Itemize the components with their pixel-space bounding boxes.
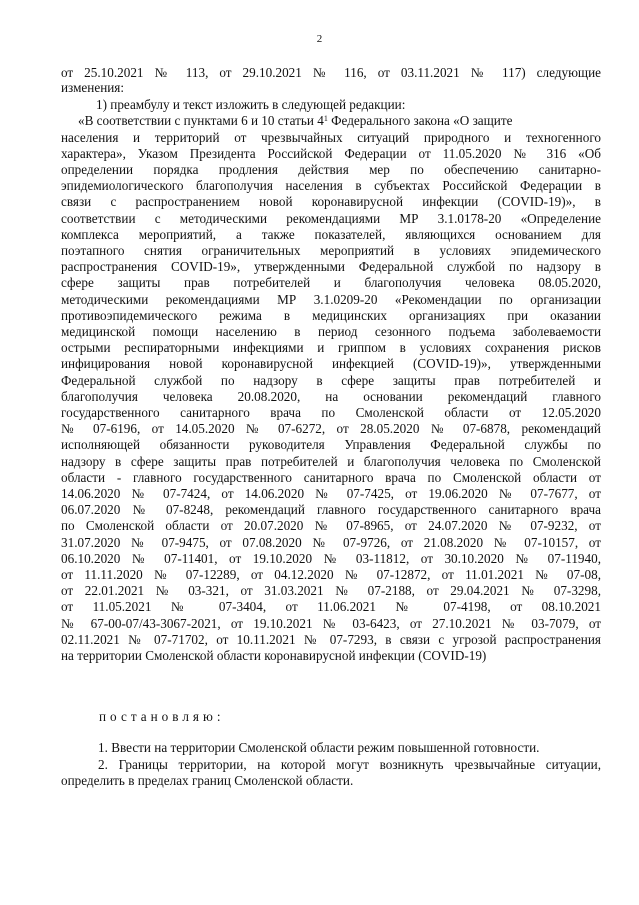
text-line: от 22.01.2021 № 03-321, от 31.03.2021 № 07-2188, от 29.04.2021 № 07-3298, <box>61 583 601 598</box>
text-line: характера», Указом Президента Российской Федерации от 11.05.2020 № 316 «Об <box>61 146 601 161</box>
text-line: комплекса мероприятий, а также показателей, являющихся основанием для <box>61 227 601 242</box>
text-line: связи с распространением новой коронавирусной инфекции (COVID-19)», в <box>61 194 601 209</box>
text-line: определить в пределах границ Смоленской области. <box>61 773 354 788</box>
text-line: государственного санитарного врача по Смоленской области от 12.05.2020 <box>61 405 601 420</box>
superscript: 1 <box>323 114 328 123</box>
list-item: 2. Границы территории, на которой могут возникнуть чрезвычайные ситуации, <box>98 757 601 772</box>
text-line: 06.07.2020 № 07-8248, рекомендаций главного государственного санитарного врача <box>61 502 601 517</box>
text-line: 06.10.2020 № 07-11401, от 19.10.2020 № 03-11812, от 30.10.2020 № 07-11940, <box>61 551 601 566</box>
text-line: населения и территорий от чрезвычайных ситуаций природного и техногенного <box>61 130 601 145</box>
text-line: методическими рекомендациями МР 3.1.0209-20 «Рекомендации по организации <box>61 292 601 307</box>
text-line: сфере защиты прав потребителей и благополучия человека 08.05.2020, <box>61 275 601 290</box>
text-line: эпидемиологического благополучия населения в субъектах Российской Федерации в <box>61 178 601 193</box>
text-line: инфицирования новой коронавирусной инфекцией (COVID-19)», утвержденными <box>61 356 601 371</box>
text-line: № 07-6196, от 14.05.2020 № 07-6272, от 28.05.2020 № 07-6878, рекомендаций <box>61 421 601 436</box>
text-line: распространения COVID-19», утвержденными Федеральной службой по надзору в <box>61 259 601 274</box>
resolution-word: постановляю: <box>99 709 225 724</box>
text-fragment: «В соответствии с пунктами 6 и 10 статьи 4 <box>78 113 324 128</box>
text-line: области - главного государственного санитарного врача по Смоленской области от <box>61 470 601 485</box>
text-fragment: Федерального закона «О защите <box>327 113 513 128</box>
text-line: 14.06.2020 № 07-7424, от 14.06.2020 № 07-7425, от 19.06.2020 № 07-7677, от <box>61 486 601 501</box>
text-line: поэтапного снятия ограничительных мероприятий в условиях эпидемического <box>61 243 601 258</box>
text-line: надзору в сфере защиты прав потребителей и благополучия человека по Смоленской <box>61 454 601 469</box>
text-line: от 25.10.2021 № 113, от 29.10.2021 № 116, от 03.11.2021 № 117) следующие <box>61 65 601 80</box>
text-line: 02.11.2021 № 07-71702, от 10.11.2021 № 07-7293, в связи с угрозой распространения <box>61 632 601 647</box>
text-line <box>78 113 601 128</box>
text-line: от 11.11.2020 № 07-12289, от 04.12.2020 № 07-12872, от 11.01.2021 № 07-08, <box>61 567 601 582</box>
text-line: острыми респираторными инфекциями и гриппом в условиях сохранения рисков <box>61 340 601 355</box>
page-number: 2 <box>316 33 323 45</box>
text-line: по Смоленской области от 20.07.2020 № 07-8965, от 24.07.2020 № 07-9232, от <box>61 518 601 533</box>
text-line: исполняющей обязанности руководителя Управления Федеральной службы по <box>61 437 601 452</box>
text-line: определении порядка продления действия мер по обеспечению санитарно- <box>61 162 601 177</box>
list-item-heading: 1) преамбулу и текст изложить в следующей редакции: <box>96 97 406 112</box>
text-line: медицинской помощи населению в период сезонного подъема заболеваемости <box>61 324 601 339</box>
text-line: на территории Смоленской области коронавирусной инфекции (COVID-19) <box>61 648 487 663</box>
text-line: Федеральной службой по надзору в сфере защиты прав потребителей и <box>61 373 601 388</box>
text-line: № 67-00-07/43-3067-2021, от 19.10.2021 № 03-6423, от 27.10.2021 № 03-7079, от <box>61 616 601 631</box>
text-line: противоэпидемического режима в медицинских организациях при оказании <box>61 308 601 323</box>
list-item: 1. Ввести на территории Смоленской области режим повышенной готовности. <box>98 740 540 755</box>
text-line: изменения: <box>61 80 125 95</box>
text-line: благополучия человека 20.08.2020, на основании рекомендаций главного <box>61 389 601 404</box>
text-line: от 11.05.2021 № 07-3404, от 11.06.2021 № 07-4198, от 08.10.2021 <box>61 599 601 614</box>
text-line: 31.07.2020 № 07-9475, от 07.08.2020 № 07-9726, от 21.08.2020 № 07-10157, от <box>61 535 601 550</box>
text-line: соответствии с методическими рекомендациями МР 3.1.0178-20 «Определение <box>61 211 601 226</box>
